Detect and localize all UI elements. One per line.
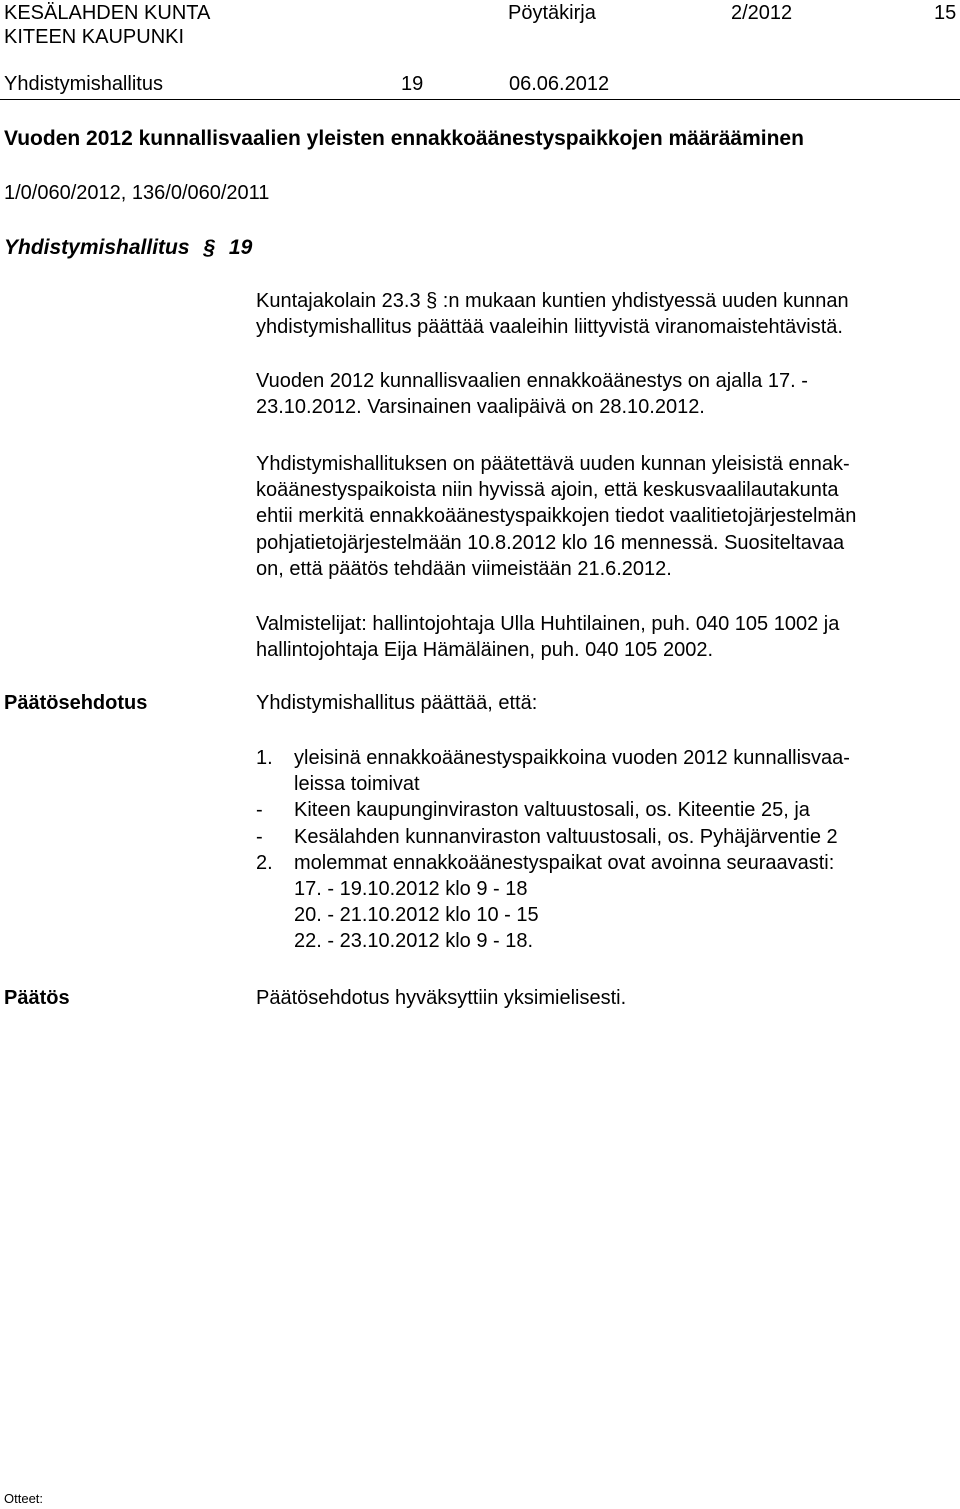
proposal-intro: Yhdistymishallitus päättää, että:: [256, 692, 538, 714]
list-item-text: yleisinä ennakkoäänestyspaikkoina vuoden 2012 kunnallisvaa-: [294, 747, 850, 769]
paragraph-line: yhdistymishallitus päättää vaaleihin liittyvistä viranomaistehtävistä.: [256, 316, 843, 339]
list-item: [256, 824, 956, 850]
header-rule: [0, 99, 960, 100]
paragraph-line: Valmistelijat: hallintojohtaja Ulla Huhtilainen, puh. 040 105 1002 ja: [256, 613, 840, 635]
header-section-number: 19: [401, 73, 424, 95]
list-item: [256, 876, 956, 902]
list-marker: 1.: [256, 747, 273, 769]
header-body-name: Yhdistymishallitus: [4, 73, 163, 95]
list-item-text: Kesälahden kunnanviraston valtuustosali, os. Pyhäjärventie 2: [294, 825, 838, 848]
paragraph-line: koäänestyspaikoista niin hyvissä ajoin, että keskusvaalilautakunta: [256, 479, 839, 502]
proposal-list: [256, 745, 956, 955]
paragraph-decision-deadline: [256, 451, 956, 582]
document-type: Pöytäkirja: [508, 2, 596, 24]
list-item-text: 20. - 21.10.2012 klo 10 - 15: [294, 904, 539, 927]
list-item: [256, 797, 956, 823]
list-marker: 2.: [256, 851, 273, 874]
list-item: [256, 902, 956, 928]
otteet-label: Otteet:: [4, 1491, 44, 1506]
paragraph-line: Vuoden 2012 kunnallisvaalien ennakkoäänestys on ajalla 17. -: [256, 370, 808, 392]
list-item: [256, 928, 956, 954]
reference-numbers: 1/0/060/2012, 136/0/060/2011: [4, 182, 270, 204]
list-item: [256, 745, 956, 771]
section-body-name: Yhdistymishallitus: [4, 236, 190, 259]
section-heading: [4, 236, 252, 260]
document-title: Vuoden 2012 kunnallisvaalien yleisten ennakkoäänestyspaikkojen määrääminen: [4, 127, 804, 150]
paragraph-line: pohjatietojärjestelmään 10.8.2012 klo 16 mennessä. Suositeltavaa: [256, 531, 845, 554]
header-date: 06.06.2012: [509, 73, 610, 95]
list-item-text: 17. - 19.10.2012 klo 9 - 18: [294, 877, 528, 900]
decision-text: Päätösehdotus hyväksyttiin yksimielisesti.: [256, 987, 627, 1009]
decision-label: Päätös: [4, 987, 70, 1009]
organization-name-1: KESÄLAHDEN KUNTA: [4, 2, 211, 24]
list-item: [256, 850, 956, 876]
document-number: 2/2012: [731, 2, 793, 24]
section-symbol: §: [203, 236, 216, 259]
list-marker: -: [256, 825, 263, 848]
page-number: 15: [934, 2, 957, 24]
paragraph-line: 23.10.2012. Varsinainen vaalipäivä on 28.10.2012.: [256, 396, 705, 419]
list-marker: -: [256, 799, 263, 822]
list-item-text: 22. - 23.10.2012 klo 9 - 18.: [294, 930, 534, 953]
proposal-label: Päätösehdotus: [4, 692, 148, 714]
paragraph-line: on, että päätös tehdään viimeistään 21.6.2012.: [256, 557, 672, 580]
paragraph-line: ehtii merkitä ennakkoäänestyspaikkojen tiedot vaalitietojärjestelmän: [256, 505, 857, 528]
list-item-text: leissa toimivat: [294, 773, 420, 796]
paragraph-legal-basis: [256, 288, 956, 340]
paragraph-line: Yhdistymishallituksen on päätettävä uuden kunnan yleisistä ennak-: [256, 453, 850, 475]
organization-name-2: KITEEN KAUPUNKI: [4, 26, 185, 48]
paragraph-line: Kuntajakolain 23.3 § :n mukaan kuntien yhdistyessä uuden kunnan: [256, 290, 849, 312]
list-item: [256, 771, 956, 797]
section-number: 19: [228, 236, 253, 259]
list-item-text: molemmat ennakkoäänestyspaikat ovat avoinna seuraavasti:: [294, 851, 835, 874]
paragraph-election-dates: [256, 368, 956, 420]
paragraph-line: hallintojohtaja Eija Hämäläinen, puh. 040 105 2002.: [256, 639, 714, 662]
list-item-text: Kiteen kaupunginviraston valtuustosali, os. Kiteentie 25, ja: [294, 799, 810, 822]
paragraph-preparers: [256, 611, 956, 663]
